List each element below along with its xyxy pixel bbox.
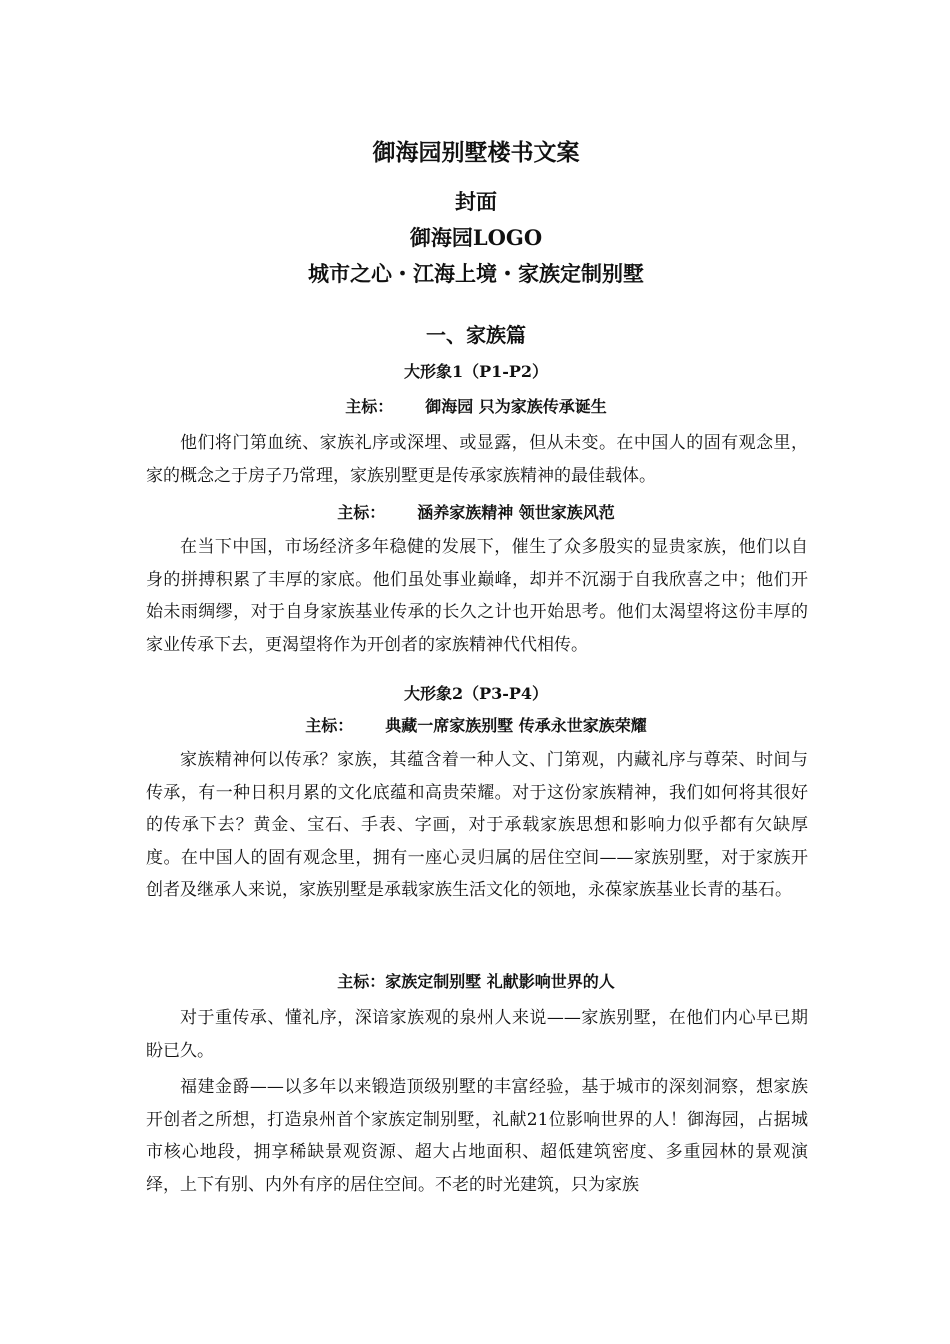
cover-heading: 封面 — [455, 189, 497, 214]
headline-text: 御海园 只为家族传承诞生 — [425, 397, 607, 416]
image-heading-1: 大形象1（P1-P2） — [403, 362, 549, 381]
document-title: 御海园别墅楼书文案 — [372, 139, 580, 166]
headline-3 — [146, 713, 806, 736]
image-heading-2: 大形象2（P3-P4） — [403, 684, 549, 703]
paragraph-5: 福建金爵——以多年以来锻造顶级别墅的丰富经验，基于城市的深刻洞察，想家族开创者之所想，打造泉州首个家族定制别墅，礼献21位影响世界的人！御海园，占据城市核心地段，拥享稀缺景观资源、超大占地面积、超低建筑密度、多重园林的景观演绎，上下有别、内外有序的居住空间。不老的时光建筑，只为家族 — [146, 1077, 808, 1195]
headline-label: 主标： — [345, 397, 394, 416]
headline-2 — [146, 500, 806, 523]
headline-1 — [146, 394, 806, 417]
paragraph-2: 在当下中国，市场经济多年稳健的发展下，催生了众多殷实的显贵家族，他们以自身的拼搏积累了丰厚的家底。他们虽处事业巅峰，却并不沉溺于自我欣喜之中；他们开始未雨绸缪，对于自身家族基业传承的长久之计也开始思考。他们太渴望将这份丰厚的家业传承下去，更渴望将作为开创者的家族精神代代相传。 — [146, 537, 808, 655]
paragraph-4: 对于重传承、懂礼序，深谙家族观的泉州人来说——家族别墅，在他们内心早已期盼已久。 — [146, 1008, 808, 1061]
section-title: 一、家族篇 — [426, 323, 526, 347]
headline-text: 涵养家族精神 领世家族风范 — [417, 503, 615, 522]
paragraph-1: 他们将门第血统、家族礼序或深埋、或显露，但从未变。在中国人的固有观念里，家的概念之于房子乃常理，家族别墅更是传承家族精神的最佳载体。 — [146, 433, 808, 486]
paragraph-3: 家族精神何以传承？家族，其蕴含着一种人文、门第观，内藏礼序与尊荣、时间与传承，有一种日积月累的文化底蕴和高贵荣耀。对于这份家族精神，我们如何将其很好的传承下去？黄金、宝石、手表、字画，对于承载家族思想和影响力似乎都有欠缺厚度。在中国人的固有观念里，拥有一座心灵归属的居住空间——家族别墅，对于家族开创者及继承人来说，家族别墅是承载家族生活文化的领地，永葆家族基业长青的基石。 — [146, 750, 808, 900]
headline-text: 典藏一席家族别墅 传承永世家族荣耀 — [385, 716, 647, 735]
headline-label: 主标： — [337, 503, 386, 522]
headline-label: 主标： — [305, 716, 354, 735]
cover-slogan: 城市之心・江海上境・家族定制别墅 — [308, 261, 644, 286]
headline-4: 主标：家族定制别墅 礼献影响世界的人 — [337, 972, 615, 991]
cover-logo-text: 御海园LOGO — [409, 225, 543, 250]
